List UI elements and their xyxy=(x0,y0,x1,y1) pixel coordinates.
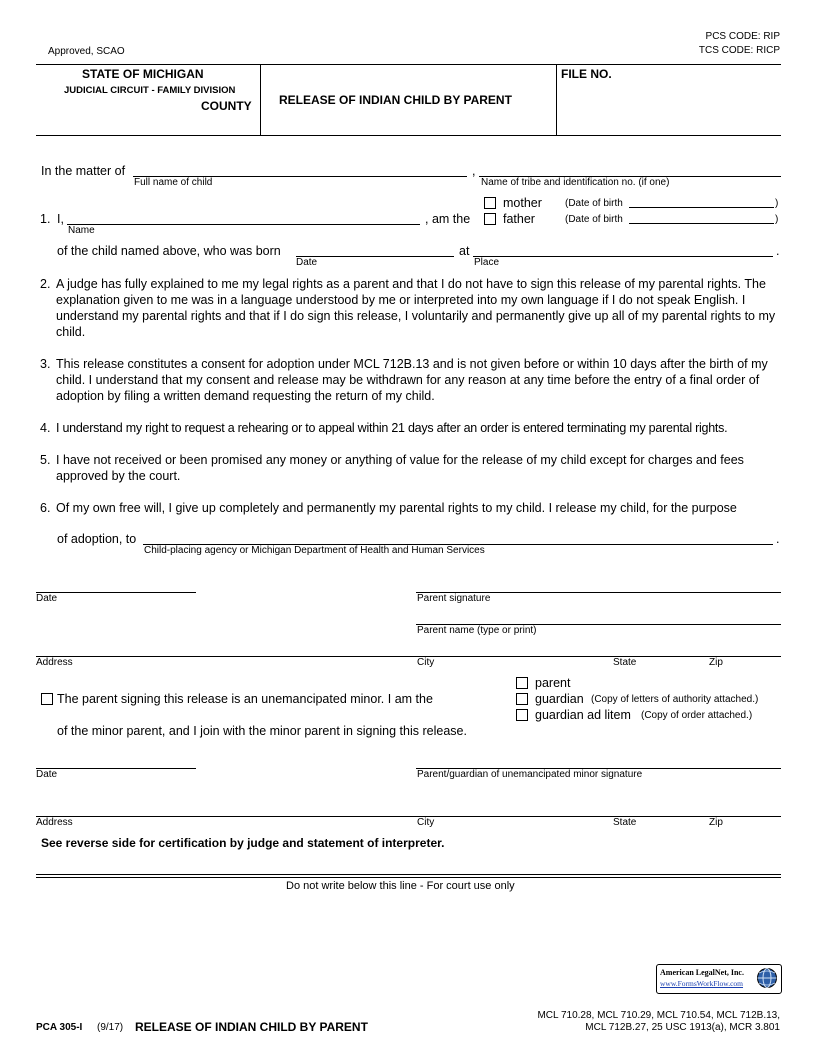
county-label: COUNTY xyxy=(201,99,252,113)
gal-note: (Copy of order attached.) xyxy=(641,710,753,721)
globe-icon xyxy=(756,967,778,989)
parent-state-label: State xyxy=(613,657,637,668)
logo-url[interactable]: www.FormsWorkFlow.com xyxy=(660,979,744,988)
mother-dob-close: ) xyxy=(775,198,779,209)
judicial-circuit: JUDICIAL CIRCUIT - FAMILY DIVISION xyxy=(64,85,236,96)
father-dob-field[interactable] xyxy=(629,223,774,224)
reverse-side-note: See reverse side for certification by judge and statement of interpreter. xyxy=(41,836,445,850)
born-text: of the child named above, who was born xyxy=(57,244,281,258)
parent-name-label: Name xyxy=(68,225,95,236)
paragraph-3 xyxy=(40,356,782,406)
mother-dob-field[interactable] xyxy=(629,207,774,208)
sign-date-field[interactable] xyxy=(36,592,196,593)
minor-parent-label: parent xyxy=(535,676,571,690)
form-date: (9/17) xyxy=(97,1022,124,1033)
paragraph-6-period: . xyxy=(776,532,780,546)
page-title: RELEASE OF INDIAN CHILD BY PARENT xyxy=(279,93,512,107)
birth-date-field[interactable] xyxy=(296,256,454,257)
item1-i: I, xyxy=(57,212,64,226)
paragraph-4-number: 4. xyxy=(40,421,51,435)
parent-print-name-label: Parent name (type or print) xyxy=(417,625,537,636)
paragraph-2-text: A judge has fully explained to me my legal rights as a parent and that I do not have to sign this release of my parental rights. The explanation given to me was in a language understood by me or interpreted into my own language if I do not speak English. I understand my parental rights and that if I do sign this release, I voluntarily and permanently give up all of my parental rights to my child. xyxy=(56,277,776,339)
mother-label: mother xyxy=(503,196,542,210)
am-the-text: , am the xyxy=(425,212,471,226)
paragraph-5-text: I have not received or been promised any money or anything of value for the release of my child except for charges and fees approved by the court. xyxy=(56,453,744,483)
guardian-signature-label: Parent/guardian of unemancipated minor signature xyxy=(417,769,643,780)
paragraph-4-text: I understand my right to request a rehearing or to appeal within 21 days after an order is entered terminating my parental rights. xyxy=(56,421,728,435)
paragraph-5-number: 5. xyxy=(40,453,51,467)
parent-address-label: Address xyxy=(36,657,73,668)
guardian-note: (Copy of letters of authority attached.) xyxy=(591,694,759,705)
minor-text: The parent signing this release is an unemancipated minor. I am the xyxy=(57,692,433,706)
minor-gal-checkbox[interactable] xyxy=(516,709,528,721)
item1-period: . xyxy=(776,244,780,258)
item1-number: 1. xyxy=(40,212,51,226)
parent-address-field[interactable] xyxy=(36,656,781,657)
statutes-line-2: MCL 712B.27, 25 USC 1913(a), MCR 3.801 xyxy=(585,1022,780,1033)
minor-date-label: Date xyxy=(36,769,58,780)
parent-name-field[interactable] xyxy=(67,224,420,225)
minor-guardian-label: guardian xyxy=(535,692,584,706)
matter-prefix: In the matter of xyxy=(41,164,126,178)
paragraph-5 xyxy=(40,452,782,486)
paragraph-4 xyxy=(40,420,782,438)
minor-date-field[interactable] xyxy=(36,768,196,769)
father-checkbox[interactable] xyxy=(484,213,496,225)
mother-checkbox[interactable] xyxy=(484,197,496,209)
adoption-to-text: of adoption, to xyxy=(57,532,137,546)
state-of-michigan: STATE OF MICHIGAN xyxy=(82,67,204,81)
father-dob-label: (Date of birth xyxy=(565,214,623,225)
unemancipated-minor-checkbox[interactable] xyxy=(41,693,53,705)
file-no-field[interactable] xyxy=(557,84,781,135)
birth-place-label: Place xyxy=(474,257,500,268)
paragraph-3-number: 3. xyxy=(40,357,51,371)
birth-place-field[interactable] xyxy=(473,256,773,257)
parent-signature-label: Parent signature xyxy=(417,593,491,604)
statutes-line-1: MCL 710.28, MCL 710.29, MCL 710.54, MCL 712B.13, xyxy=(537,1010,780,1021)
court-use-label: Do not write below this line - For court use only xyxy=(286,880,515,892)
sign-date-label: Date xyxy=(36,593,58,604)
mother-dob-label: (Date of birth xyxy=(565,198,623,209)
american-legalnet-logo xyxy=(656,964,782,994)
at-text: at xyxy=(459,244,470,258)
form-code: PCA 305-I xyxy=(36,1022,83,1033)
paragraph-2-number: 2. xyxy=(40,277,51,291)
minor-join-text: of the minor parent, and I join with the minor parent in signing this release. xyxy=(57,724,467,738)
birth-date-label: Date xyxy=(296,257,318,268)
approved-scao: Approved, SCAO xyxy=(48,46,125,57)
minor-gal-label: guardian ad litem xyxy=(535,708,631,722)
minor-state-label: State xyxy=(613,817,637,828)
minor-parent-checkbox[interactable] xyxy=(516,677,528,689)
paragraph-6-text: Of my own free will, I give up completely and permanently my parental rights to my child. I release my child, for the purpose xyxy=(56,501,737,515)
parent-zip-label: Zip xyxy=(709,657,723,668)
paragraph-2 xyxy=(40,276,782,342)
parent-city-label: City xyxy=(417,657,435,668)
minor-zip-label: Zip xyxy=(709,817,723,828)
tcs-code: TCS CODE: RICP xyxy=(698,45,780,56)
tribe-label: Name of tribe and identification no. (if one) xyxy=(481,177,670,188)
file-no-label: FILE NO. xyxy=(561,67,612,81)
paragraph-6 xyxy=(40,500,782,518)
minor-city-label: City xyxy=(417,817,435,828)
father-label: father xyxy=(503,212,535,226)
logo-company: American LegalNet, Inc. xyxy=(660,968,744,977)
matter-comma: , xyxy=(472,164,476,178)
paragraph-3-text: This release constitutes a consent for adoption under MCL 712B.13 and is not given before or within 10 days after the birth of my child. I understand that my consent and release may be withdrawn for any reason at any time before the entry of a final order of adoption by filing a written demand requesting the return of my child. xyxy=(56,357,768,403)
agency-label: Child-placing agency or Michigan Department of Health and Human Services xyxy=(144,545,485,556)
paragraph-6-number: 6. xyxy=(40,501,51,515)
minor-address-field[interactable] xyxy=(36,816,781,817)
father-dob-close: ) xyxy=(775,214,779,225)
minor-guardian-checkbox[interactable] xyxy=(516,693,528,705)
child-name-label: Full name of child xyxy=(134,177,213,188)
minor-address-label: Address xyxy=(36,817,73,828)
pcs-code: PCS CODE: RIP xyxy=(705,31,780,42)
footer-form-title: RELEASE OF INDIAN CHILD BY PARENT xyxy=(135,1020,368,1034)
